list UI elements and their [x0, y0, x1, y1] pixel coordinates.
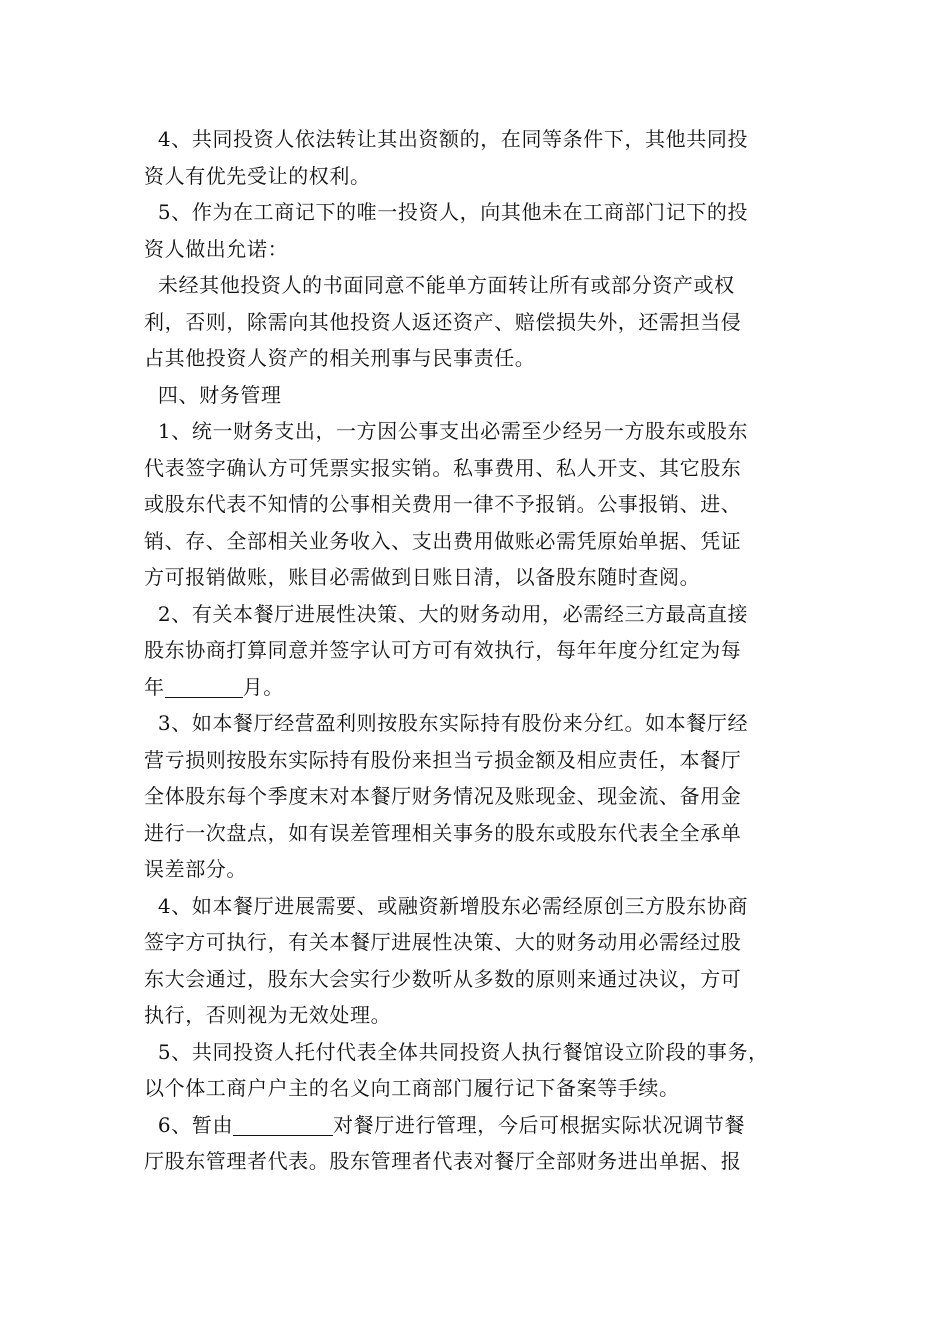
text-line: 利，否则，除需向其他投资人返还资产、赔偿损失外，还需担当侵: [144, 309, 742, 334]
month-suffix: 月。: [242, 674, 284, 699]
text-line: 营亏损则按股东实际持有股份来担当亏损金额及相应责任，本餐厅: [144, 747, 742, 772]
text-line: 方可报销做账，账目必需做到日账日清，以备股东随时查阅。: [144, 565, 701, 589]
text-line: 1、统一财务支出，一方因公事支出必需至少经另一方股东或股东: [144, 419, 749, 443]
text-line: 厅股东管理者代表。股东管理者代表对餐厅全部财务进出单据、报: [144, 1149, 742, 1173]
item6-prefix: 6、暂由: [144, 1112, 234, 1137]
text-line-with-blank: [144, 1107, 810, 1144]
document-body: [144, 121, 810, 1180]
text-line: 误差部分。: [144, 857, 247, 881]
text-line: 占其他投资人资产的相关刑事与民事责任。: [144, 346, 536, 370]
text-line: 资人做出允诺：: [144, 236, 289, 261]
manager-blank-underline: [233, 1113, 333, 1136]
text-line-with-blank: [144, 669, 810, 706]
text-line: 股东协商打算同意并签字认可方可有效执行，每年年度分红定为每: [144, 638, 742, 662]
year-prefix: 年: [144, 674, 165, 699]
text-line: 进行一次盘点，如有误差管理相关事务的股东或股东代表全全承单: [144, 820, 742, 845]
text-line: 或股东代表不知情的公事相关费用一律不予报销。公事报销、进、: [144, 492, 742, 516]
section-heading: 四、财务管理: [144, 382, 282, 407]
text-line: 代表签字确认方可凭票实报实销。私事费用、私人开支、其它股东: [144, 455, 742, 480]
text-line: 5、共同投资人托付代表全体共同投资人执行餐馆设立阶段的事务，: [144, 1039, 769, 1064]
text-line: 以个体工商户户主的名义向工商部门履行记下备案等手续。: [144, 1076, 680, 1100]
text-line: 2、有关本餐厅进展性决策、大的财务动用，必需经三方最高直接: [144, 601, 749, 626]
text-line: 未经其他投资人的书面同意不能单方面转让所有或部分资产或权: [144, 273, 735, 297]
text-line: 全体股东每个季度末对本餐厅财务情况及账现金、现金流、备用金: [144, 784, 742, 808]
text-line: 销、存、全部相关业务收入、支出费用做账必需凭原始单据、凭证: [144, 528, 742, 553]
text-line: 4、共同投资人依法转让其出资额的，在同等条件下，其他共同投: [144, 127, 749, 151]
text-line: 签字方可执行，有关本餐厅进展性决策、大的财务动用必需经过股: [144, 930, 742, 954]
item6-suffix: 对餐厅进行管理，今后可根据实际状况调节餐: [333, 1112, 746, 1137]
text-line: 执行，否则视为无效处理。: [144, 1003, 392, 1027]
month-blank-underline: [165, 675, 243, 698]
text-line: 资人有优先受让的权利。: [144, 163, 371, 188]
text-line: 5、作为在工商记下的唯一投资人，向其他未在工商部门记下的投: [144, 200, 749, 224]
text-line: 4、如本餐厅进展需要、或融资新增股东必需经原创三方股东协商: [144, 893, 749, 918]
text-line: 3、如本餐厅经营盈利则按股东实际持有股份来分红。如本餐厅经: [144, 711, 749, 735]
text-line: 东大会通过，股东大会实行少数听从多数的原则来通过决议，方可: [144, 966, 742, 991]
